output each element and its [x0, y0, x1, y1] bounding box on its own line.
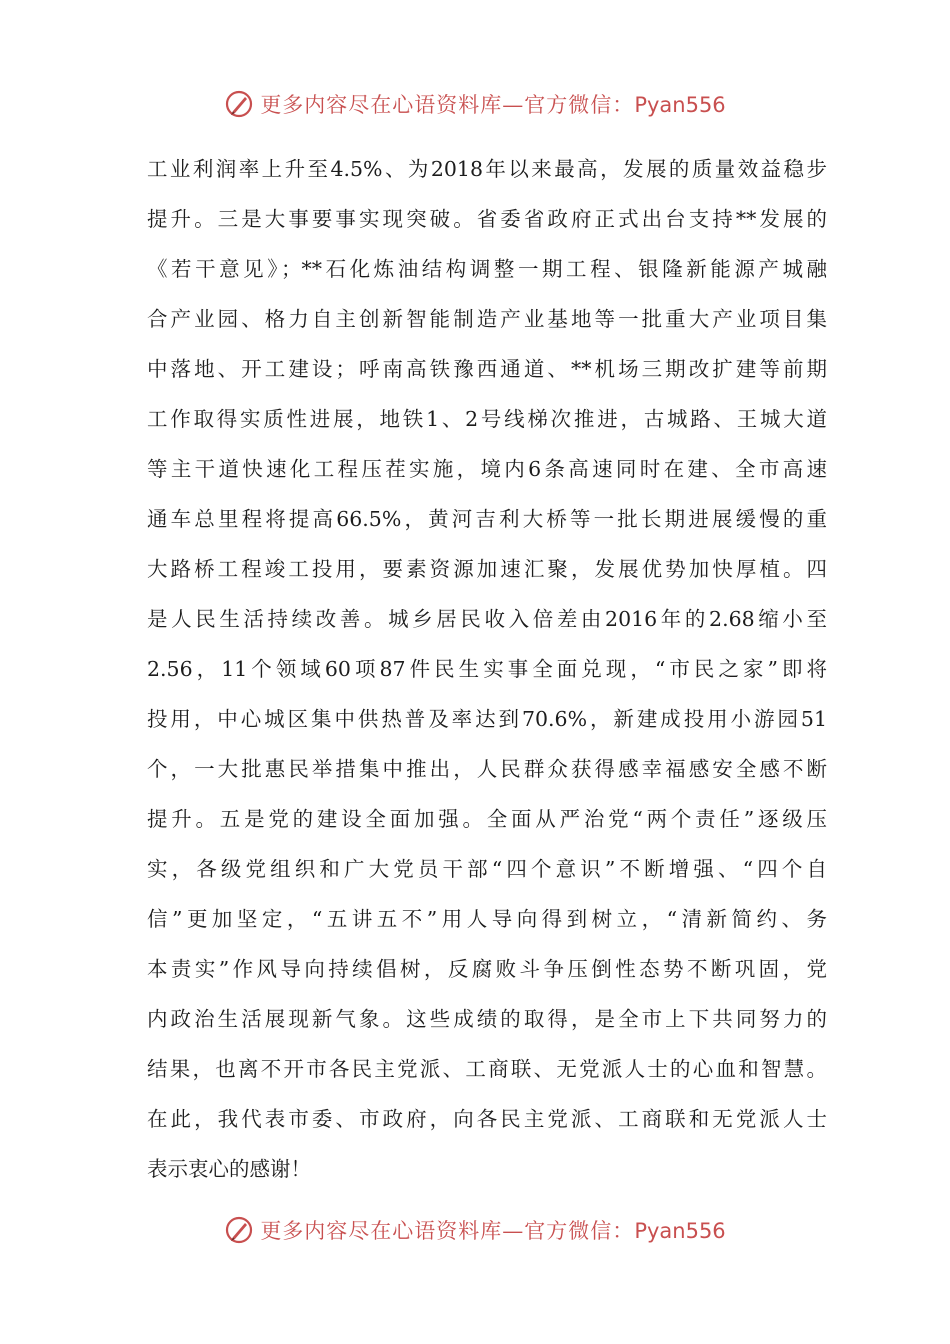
- watermark-handle: Pyan556: [634, 93, 726, 117]
- text-line: 2.56，11个领域60项87件民生实事全面兑现，“市民之家”即将: [147, 657, 827, 681]
- text-line: 合产业园、格力自主创新智能制造产业基地等一批重大产业项目集: [147, 307, 827, 331]
- pen-logo-icon: [224, 1215, 254, 1245]
- text-line: 中落地、开工建设；呼南高铁豫西通道、**机场三期改扩建等前期: [147, 357, 827, 381]
- text-line: 通车总里程将提高66.5%，黄河吉利大桥等一批长期进展缓慢的重: [147, 507, 827, 531]
- pen-logo-icon: [224, 89, 254, 119]
- text-line: 等主干道快速化工程压茬实施，境内6条高速同时在建、全市高速: [147, 457, 827, 481]
- text-line: 表示衷心的感谢！: [147, 1157, 311, 1181]
- text-line: 本责实”作风导向持续倡树，反腐败斗争压倒性态势不断巩固，党: [147, 957, 827, 981]
- text-line: 在此，我代表市委、市政府，向各民主党派、工商联和无党派人士: [147, 1107, 827, 1131]
- text-line: 提升。三是大事要事实现突破。省委省政府正式出台支持**发展的: [147, 207, 827, 231]
- watermark-prefix: 更多内容尽在心语资料库—官方微信：: [260, 1219, 635, 1243]
- watermark-text: [260, 89, 725, 119]
- text-line: 提升。五是党的建设全面加强。全面从严治党“两个责任”逐级压: [147, 807, 827, 831]
- text-line: 是人民生活持续改善。城乡居民收入倍差由2016年的2.68缩小至: [147, 607, 827, 631]
- text-line: 内政治生活展现新气象。这些成绩的取得，是全市上下共同努力的: [147, 1007, 827, 1031]
- watermark-handle: Pyan556: [634, 1219, 726, 1243]
- text-line: 结果，也离不开市各民主党派、工商联、无党派人士的心血和智慧。: [147, 1057, 827, 1081]
- text-line: 大路桥工程竣工投用，要素资源加速汇聚，发展优势加快厚植。四: [147, 557, 827, 581]
- text-line: 实，各级党组织和广大党员干部“四个意识”不断增强、“四个自: [147, 857, 827, 881]
- watermark-text: [260, 1215, 725, 1245]
- text-line: 个，一大批惠民举措集中推出，人民群众获得感幸福感安全感不断: [147, 757, 827, 781]
- text-line: 投用，中心城区集中供热普及率达到70.6%，新建成投用小游园51: [147, 707, 827, 731]
- footer-watermark: [0, 1210, 950, 1250]
- text-line: 工作取得实质性进展，地铁1、2号线梯次推进，古城路、王城大道: [147, 407, 827, 431]
- text-line: 《若干意见》；**石化炼油结构调整一期工程、银隆新能源产城融: [147, 257, 827, 281]
- text-line: 工业利润率上升至4.5%、为2018年以来最高，发展的质量效益稳步: [147, 157, 827, 181]
- text-line: 信”更加坚定，“五讲五不”用人导向得到树立，“清新简约、务: [147, 907, 827, 931]
- header-watermark: [0, 84, 950, 124]
- watermark-prefix: 更多内容尽在心语资料库—官方微信：: [260, 93, 635, 117]
